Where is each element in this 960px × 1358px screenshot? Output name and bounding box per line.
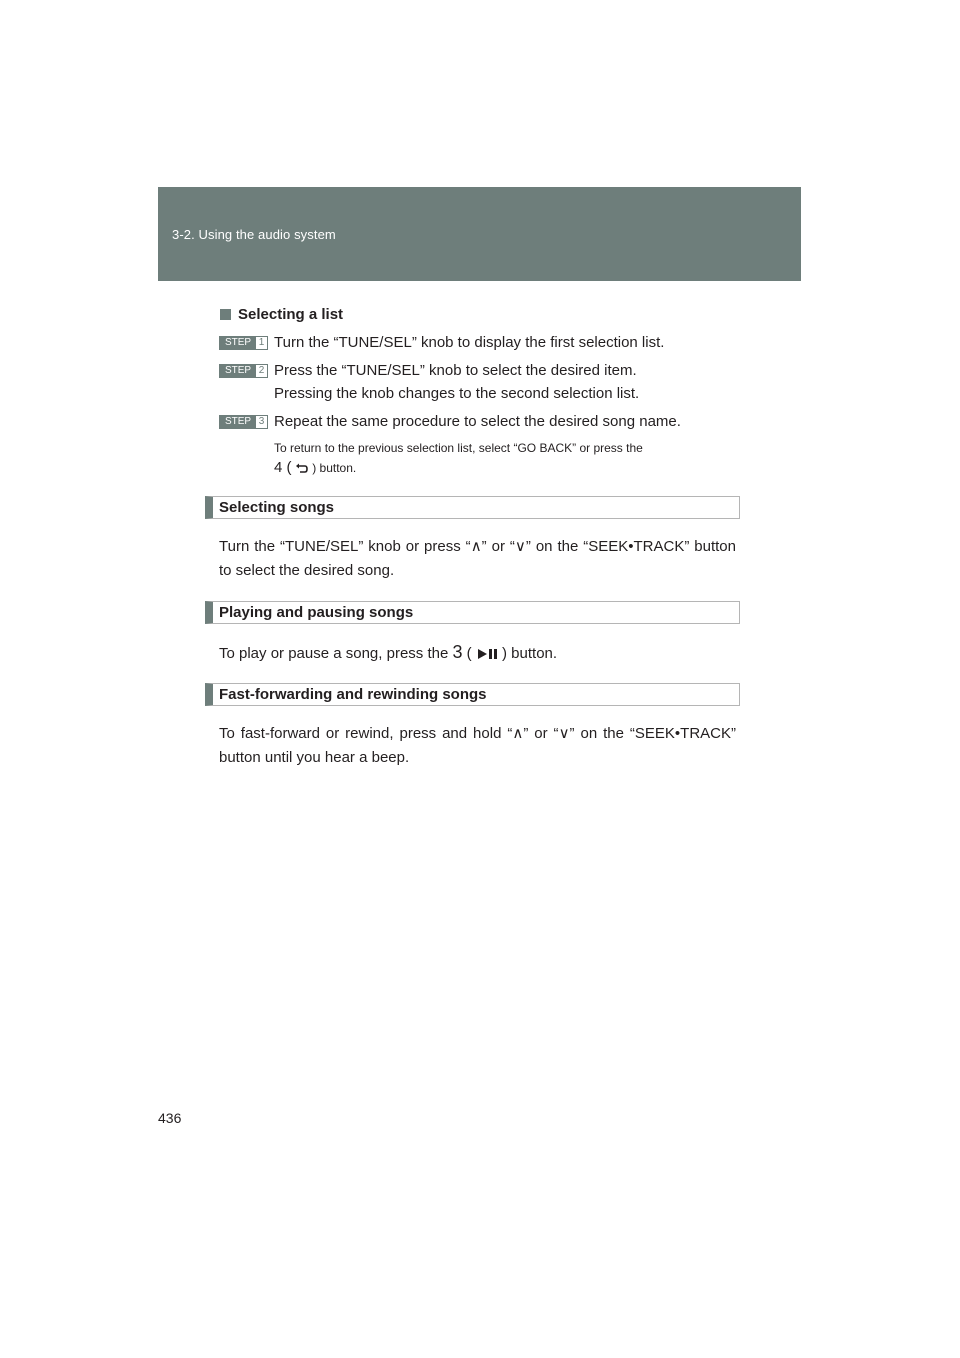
step-badge-label: STEP [220, 365, 256, 377]
step-text: Press the “TUNE/SEL” knob to select the desired item. [274, 362, 637, 379]
section-text-playing-pausing [219, 640, 736, 666]
text-part: ” on the “SEEK•TRACK” button until you hear a beep. [219, 725, 736, 766]
down-chevron: ∨ [558, 725, 570, 742]
up-chevron: ∧ [470, 538, 482, 555]
step-text: Turn the “TUNE/SEL” knob to display the first selection list. [274, 334, 665, 351]
text-part: ” or “ [481, 538, 515, 555]
section-bar-selecting-songs [205, 496, 740, 519]
play-pause-icon [476, 648, 498, 660]
step-badge [219, 415, 268, 429]
step-badge [219, 336, 268, 350]
step-badge [219, 364, 268, 378]
back-arrow-icon [295, 463, 309, 475]
text-part: ( [462, 645, 472, 662]
section-text-fast-forward [219, 722, 736, 770]
text-part: ) button. [502, 645, 558, 662]
step-subtext: Pressing the knob changes to the second selection list. [274, 385, 640, 402]
note-line-2 [274, 458, 744, 478]
page-number: 436 [158, 1110, 182, 1126]
section-title: Playing and pausing songs [219, 604, 414, 621]
button-number: 3 [452, 642, 463, 662]
step-text: Repeat the same procedure to select the desired song name. [274, 413, 681, 430]
text-part: Turn the “TUNE/SEL” knob or press “ [219, 538, 471, 555]
subsection-heading [220, 306, 343, 323]
section-title: Fast-forwarding and rewinding songs [219, 686, 487, 703]
up-chevron: ∧ [512, 725, 524, 742]
note [274, 438, 744, 478]
section-title: Selecting songs [219, 499, 335, 516]
section-header: 3-2. Using the audio system [172, 227, 336, 242]
note-line-1: To return to the previous selection list, select “GO BACK” or press the [274, 441, 643, 455]
text-part: ” or “ [523, 725, 559, 742]
note-button-suffix: ) button. [312, 461, 357, 475]
section-bar-fast-forward [205, 683, 740, 706]
section-bar-playing-pausing [205, 601, 740, 624]
down-chevron: ∨ [514, 538, 526, 555]
step-badge-label: STEP [220, 337, 256, 349]
text-part: To fast-forward or rewind, press and hold “ [219, 725, 513, 742]
step-badge-number: 3 [256, 416, 267, 428]
step-badge-label: STEP [220, 416, 256, 428]
text-part: ” on the “SEEK•TRACK” button to select the desired song. [219, 538, 736, 579]
step-badge-number: 2 [256, 365, 267, 377]
header-band [158, 187, 801, 281]
note-button-prefix: 4 ( [274, 459, 292, 476]
square-bullet-icon [220, 309, 231, 320]
text-part: To play or pause a song, press the [219, 645, 453, 662]
section-text-selecting-songs [219, 535, 736, 583]
step-badge-number: 1 [256, 337, 267, 349]
subsection-title: Selecting a list [238, 306, 344, 323]
